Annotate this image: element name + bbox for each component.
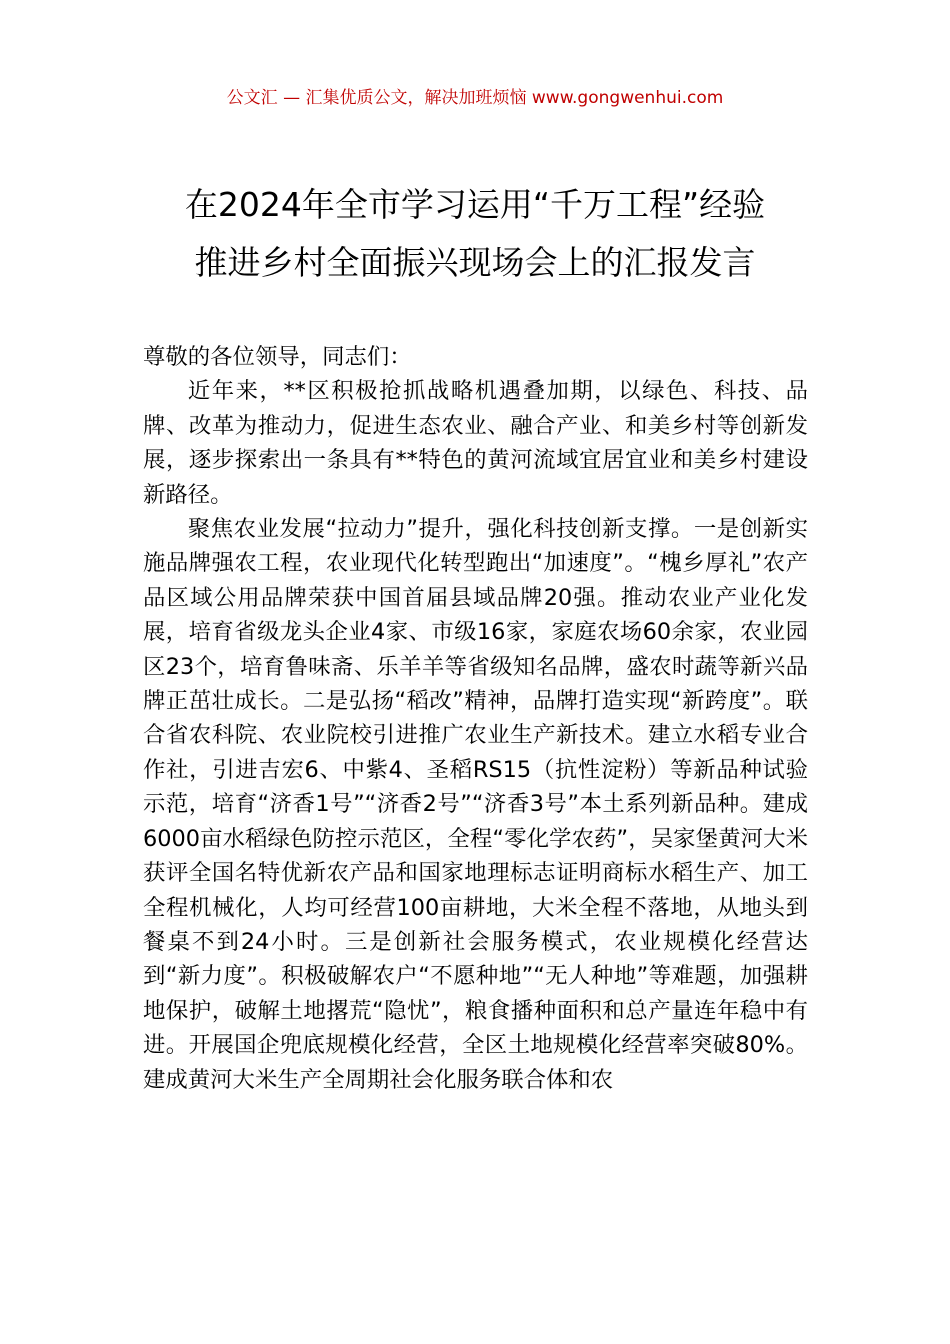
title-line-1: 在2024年全市学习运用“千万工程”经验 <box>184 185 766 224</box>
header-banner[interactable]: 公文汇 — 汇集优质公文，解决加班烦恼 www.gongwenhui.com <box>226 88 724 108</box>
salutation: 尊敬的各位领导，同志们： <box>143 344 412 370</box>
paragraph-intro: 近年来，**区积极抢抓战略机遇叠加期，以绿色、科技、品牌、改革为推动力，促进生态农业、融合产业、和美乡村等创新发展，逐步探索出一条具有**特色的黄河流域宜居宜业和美乡村建设新路径。 <box>143 378 808 508</box>
document-body <box>143 340 808 1097</box>
title-line-2: 推进乡村全面振兴现场会上的汇报发言 <box>194 243 756 282</box>
paragraph-agriculture: 聚焦农业发展“拉动力”提升，强化科技创新支撑。一是创新实施品牌强农工程，农业现代化转型跑出“加速度”。“槐乡厚礼”农产品区域公用品牌荣获中国首届县域品牌20强。推动农业产业化发展，培育省级龙头企业4家、市级16家，家庭农场60余家，农业园区23个，培育鲁味斋、乐羊羊等省级知名品牌，盛农时蔬等新兴品牌正茁壮成长。二是弘扬“稻改”精神，品牌打造实现“新跨度”。联合省农科院、农业院校引进推广农业生产新技术。建立水稻专业合作社，引进吉宏6、中紫4、圣稻RS15（抗性淀粉）等新品种试验示范，培育“济香1号”“济香2号”“济香3号”本土系列新品种。建成6000亩水稻绿色防控示范区，全程“零化学农药”，吴家堡黄河大米获评全国名特优新农产品和国家地理标志证明商标水稻生产、加工全程机械化，人均可经营100亩耕地，大米全程不落地，从地头到餐桌不到24小时。三是创新社会服务模式，农业规模化经营达到“新力度”。积极破解农户“不愿种地”“无人种地”等难题，加强耕地保护，破解土地撂荒“隐忧”，粮食播种面积和总产量连年稳中有进。开展国企兜底规模化经营，全区土地规模化经营率突破80%。建成黄河大米生产全周期社会化服务联合体和农 <box>143 516 808 1093</box>
document-title <box>100 176 850 292</box>
